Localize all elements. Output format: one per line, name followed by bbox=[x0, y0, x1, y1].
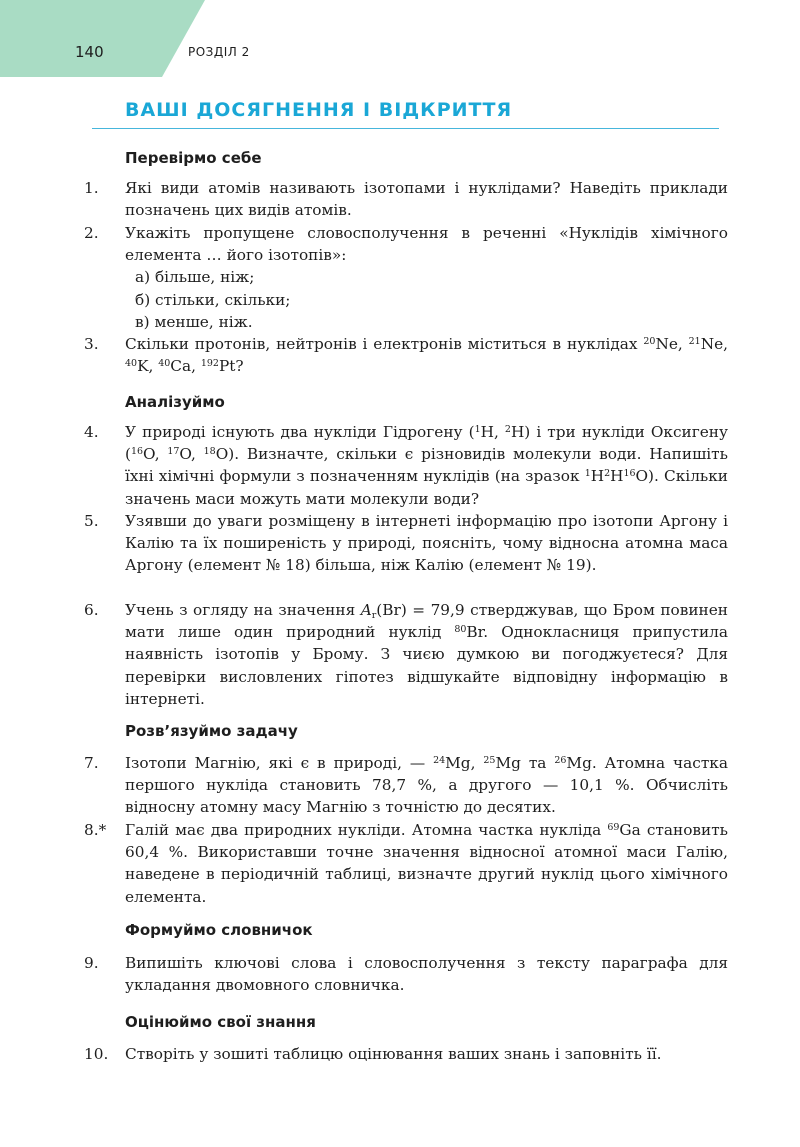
subheading-check: Перевірмо себе bbox=[125, 149, 262, 167]
page-number: 140 bbox=[75, 43, 104, 61]
question-4 bbox=[84, 421, 728, 510]
question-text: Ізотопи Магнію, які є в природі, — $^{24}$Mg, $^{25}$Mg та $^{26}$Mg. Атомна частка першого нукліда становить 78,7 %, а другого — 10,1 %. Обчисліть відносну атомну масу Магнію з точністю до десятих. bbox=[125, 754, 728, 817]
question-10 bbox=[84, 1043, 728, 1065]
question-text: У природі існують два нукліди Гідрогену ($^1$H, $^2$H) і три нукліди Оксигену ($^{16}$O, $^{17}$O, $^{18}$O). Визначте, скільки є різновидів молекули води. Напишіть їхні хімічні формули з позначенням нуклідів (на зразок $^1H^2H^{16}O$). Скільки значень маси можуть мати молекули води? bbox=[125, 423, 729, 508]
nuclide-k40: $^{40}$K bbox=[125, 357, 149, 376]
header-accent-shape bbox=[0, 0, 205, 77]
section-label: РОЗДІЛ 2 bbox=[188, 45, 250, 59]
nuclide-list: $^{20}$Ne, $^{21}$Ne, $^{40}$K, $^{40}$Ca, $^{192}$Pt? bbox=[125, 335, 728, 376]
question-text: Галій має два природних нукліди. Атомна частка нукліда $^{69}$Ga становить 60,4 %. Використавши точне значення відносної атомної маси Галію, наведене в періодичній таблиці, визначте другий нуклід цього хімічного елемента. bbox=[125, 821, 728, 906]
question-8 bbox=[84, 819, 728, 908]
question-text: Які види атомів називають ізотопами і нуклідами? Наведіть приклади позначень цих видів атомів. bbox=[125, 179, 728, 220]
nuclide-ne21: $^{21}$Ne bbox=[688, 335, 724, 353]
question-number: 10. bbox=[84, 1045, 109, 1063]
question-number: 1. bbox=[84, 179, 99, 197]
question-text: Учень з огляду на значення $A_r(Br) = 79,9$ стверджував, що Бром повинен мати лише один природний нуклід $^{80}$Br. Однокласниця припустила наявність ізотопів у Брому. З чиєю думкою ви погоджуєтеся? Для перевірки висловлених гіпотез відшукайте відповідну інформацію в інтернеті. bbox=[125, 601, 728, 708]
nuclide-pt192: $^{192}$Pt bbox=[200, 357, 236, 376]
subheading-glossary: Формуймо словничок bbox=[125, 921, 313, 939]
water-formula-example: $^1H^2H^{16}O$ bbox=[584, 467, 649, 486]
question-number: 7. bbox=[84, 754, 99, 772]
question-text: Випишіть ключові слова і словосполучення з тексту параграфа для укладання двомовного словничка. bbox=[125, 954, 728, 995]
relative-atomic-mass-expression: $A_r(Br) = 79,9$ bbox=[360, 601, 465, 621]
answer-option-b: б) стільки, скільки; bbox=[135, 290, 291, 309]
answer-option-a: а) більше, ніж; bbox=[135, 268, 255, 287]
question-9 bbox=[84, 952, 728, 996]
question-text: Створіть у зошиті таблицю оцінювання ваших знань і заповніть її. bbox=[125, 1045, 662, 1063]
question-6 bbox=[84, 599, 728, 710]
question-text bbox=[125, 222, 728, 333]
question-number: 5. bbox=[84, 512, 99, 530]
question-number: 9. bbox=[84, 954, 99, 972]
subheading-analyze: Аналізуймо bbox=[125, 393, 225, 411]
question-5 bbox=[84, 510, 728, 577]
answer-option-c: в) менше, ніж. bbox=[135, 312, 253, 331]
question-3 bbox=[84, 333, 728, 377]
question-number: 2. bbox=[84, 224, 99, 242]
question-number: 3. bbox=[84, 335, 99, 353]
question-2 bbox=[84, 222, 728, 333]
question-7 bbox=[84, 752, 728, 819]
question-number: 8.* bbox=[84, 821, 107, 839]
page-title: ВАШІ ДОСЯГНЕННЯ І ВІДКРИТТЯ bbox=[125, 99, 513, 121]
subheading-evaluate: Оцінюймо свої знання bbox=[125, 1013, 316, 1031]
question-1 bbox=[84, 177, 728, 221]
question-stem: Скільки протонів, нейтронів і електронів міститься в нуклідах bbox=[125, 335, 638, 353]
question-number: 6. bbox=[84, 601, 99, 619]
nuclide-ne20: $^{20}$Ne bbox=[643, 335, 678, 353]
question-text bbox=[125, 333, 728, 377]
question-stem: Укажіть пропущене словосполучення в реченні «Нуклідів хімічного елемента … його ізотопів»: bbox=[125, 224, 728, 265]
title-underline bbox=[92, 128, 719, 129]
subheading-solve: Розв’язуймо задачу bbox=[125, 722, 298, 740]
question-text: Узявши до уваги розміщену в інтернеті інформацію про ізотопи Аргону і Калію та їх поширеність у природі, поясніть, чому відносна атомна маса Аргону (елемент № 18) більша, ніж Калію (елемент № 19). bbox=[125, 512, 728, 575]
nuclide-ca40: $^{40}$Ca bbox=[158, 357, 192, 376]
question-number: 4. bbox=[84, 423, 99, 441]
